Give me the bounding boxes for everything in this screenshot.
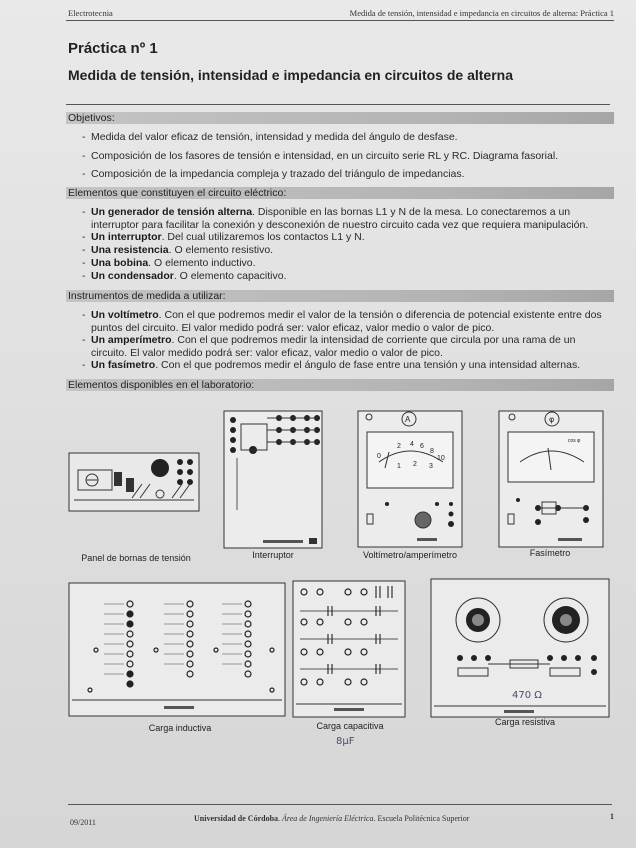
page-header: [66, 6, 614, 20]
panel-bornas-figure: [68, 452, 200, 514]
instrument-desc: . Con el que podremos medir el valor de la tensión o diferencia de potencial existente entre dos puntos del circuito. El valor medido podrá ser: valor eficaz, valor medio o valor de pico.: [91, 309, 602, 334]
element-desc: . Del cual utilizaremos los contactos L1 y N.: [161, 231, 365, 243]
element-desc: . O elemento resistivo.: [168, 244, 274, 256]
instrument-name: Un voltímetro: [91, 309, 159, 321]
fasimetro-figure: [498, 410, 604, 548]
instrument-desc: . Con el que podremos medir el ángulo de fase entre una tensión y una intensidad alternas.: [155, 359, 581, 371]
scale-label: 8: [430, 448, 434, 455]
element-name: Un condensador: [91, 270, 174, 282]
section-elementos: Elementos que constituyen el circuito eléctrico:: [66, 187, 614, 199]
cos-label: cos φ: [568, 438, 581, 444]
objective-text: Composición de la impedancia compleja y trazado del triángulo de impedancias.: [91, 168, 465, 180]
caption-resistiva: Carga resistiva: [494, 717, 556, 727]
element-name: Un interruptor: [91, 231, 162, 243]
element-name: Un generador de tensión alterna: [91, 206, 253, 218]
header-rule: [66, 20, 614, 21]
element-item: - Una bobina. O elemento inductivo.: [82, 257, 256, 269]
caption-voltimetro: Voltímetro/amperímetro: [362, 550, 458, 560]
element-name: Una bobina: [91, 257, 149, 269]
footer-university: Universidad de Córdoba: [194, 814, 279, 823]
page-number: 1: [610, 812, 614, 821]
element-desc: . Disponible en las bornas L1 y N de la mesa. Lo conectaremos a un interruptor para facilitar la conexión y desconexión de nuestro circuito cada vez que requiera manipulación.: [91, 206, 589, 231]
element-desc: . O elemento inductivo.: [148, 257, 256, 269]
page-title: Práctica nº 1: [68, 40, 158, 57]
objective-item: - Composición de los fasores de tensión e intensidad, en un circuito serie RL y RC. Diagrama fasorial.: [82, 150, 612, 163]
section-laboratorio: Elementos disponibles en el laboratorio:: [66, 379, 614, 391]
scale-label: 0: [377, 453, 381, 460]
carga-inductiva-figure: [68, 582, 286, 718]
header-course: Electrotecnia: [68, 8, 113, 18]
element-item: - Una resistencia. O elemento resistivo.: [82, 244, 274, 256]
instrument-name: Un amperímetro: [91, 334, 172, 346]
fasimetro-symbol: φ: [549, 415, 555, 424]
instrument-item: - Un fasímetro. Con el que podremos medir el ángulo de fase entre una tensión y una intensidad alternas.: [82, 359, 581, 371]
caption-fasimetro: Fasímetro: [529, 548, 571, 558]
instrument-item: - Un voltímetro. Con el que podremos medir el valor de la tensión o diferencia de potencial existente entre dos puntos del circuito. El valor medido podrá ser: valor eficaz, valor medio o valor de pico.: [82, 309, 602, 334]
section-objetivos: Objetivos:: [66, 112, 614, 124]
scale-label: 2: [397, 443, 401, 450]
scale-label: 6: [420, 443, 424, 450]
caption-capacitiva: Carga capacitiva: [316, 721, 384, 731]
footer-area: Área de Ingeniería Eléctrica: [282, 814, 374, 823]
scale-label: 4: [410, 441, 414, 448]
interruptor-figure: [223, 410, 323, 550]
instrument-name: Un fasímetro: [91, 359, 156, 371]
element-name: Una resistencia: [91, 244, 169, 256]
header-practice: Medida de tensión, intensidad e impedancia en circuitos de alterna: Práctica 1: [349, 8, 614, 18]
page-subtitle: Medida de tensión, intensidad e impedancia en circuitos de alterna: [68, 67, 513, 83]
instrument-item: - Un amperímetro. Con el que podremos medir la intensidad de corriente que circula por una rama de un circuito. El valor medido podrá ser: valor eficaz, valor medio o valor de pico.: [82, 334, 576, 359]
footer-school: Escuela Politécnica Superior: [377, 814, 470, 823]
handwritten-resistance: 470 Ω: [512, 690, 542, 701]
caption-panel: Panel de bornas de tensión: [81, 553, 191, 563]
meter-symbol: A: [405, 415, 411, 424]
voltimetro-figure: [357, 410, 463, 548]
scale-label: 1: [397, 463, 401, 470]
element-desc: . O elemento capacitivo.: [173, 270, 287, 282]
title-rule: [66, 104, 610, 105]
footer-rule: [68, 804, 612, 805]
footer-institution: Universidad de Córdoba. Área de Ingeniería Eléctrica. Escuela Politécnica Superior: [194, 814, 470, 823]
handwritten-capacitance: 8µF: [336, 736, 355, 747]
scale-label: 3: [429, 463, 433, 470]
caption-inductiva: Carga inductiva: [148, 723, 212, 733]
objective-text: Medida del valor eficaz de tensión, intensidad y medida del ángulo de desfase.: [91, 131, 458, 143]
footer-date: 09/2011: [70, 818, 96, 827]
objective-item: - Composición de la impedancia compleja y trazado del triángulo de impedancias.: [82, 168, 612, 181]
instrument-desc: . Con el que podremos medir la intensidad de corriente que circula por una rama de un circuito. El valor medido podrá ser: valor eficaz, valor medio o valor de pico.: [91, 334, 576, 359]
element-item: - Un condensador. O elemento capacitivo.: [82, 270, 287, 282]
scale-label: 10: [437, 455, 445, 462]
element-item: - Un interruptor. Del cual utilizaremos los contactos L1 y N.: [82, 231, 365, 243]
caption-interruptor: Interruptor: [252, 550, 294, 560]
carga-capacitiva-figure: [292, 580, 406, 718]
scale-label: 2: [413, 461, 417, 468]
section-instrumentos: Instrumentos de medida a utilizar:: [66, 290, 614, 302]
objective-item: - Medida del valor eficaz de tensión, intensidad y medida del ángulo de desfase.: [82, 131, 612, 144]
objective-text: Composición de los fasores de tensión e intensidad, en un circuito serie RL y RC. Diagrama fasorial.: [91, 150, 559, 162]
element-item: - Un generador de tensión alterna. Disponible en las bornas L1 y N de la mesa. Lo conectaremos a un interruptor para facilitar la conexión y desconexión de nuestro circuito cada vez que requiera manipulación.: [82, 206, 589, 231]
